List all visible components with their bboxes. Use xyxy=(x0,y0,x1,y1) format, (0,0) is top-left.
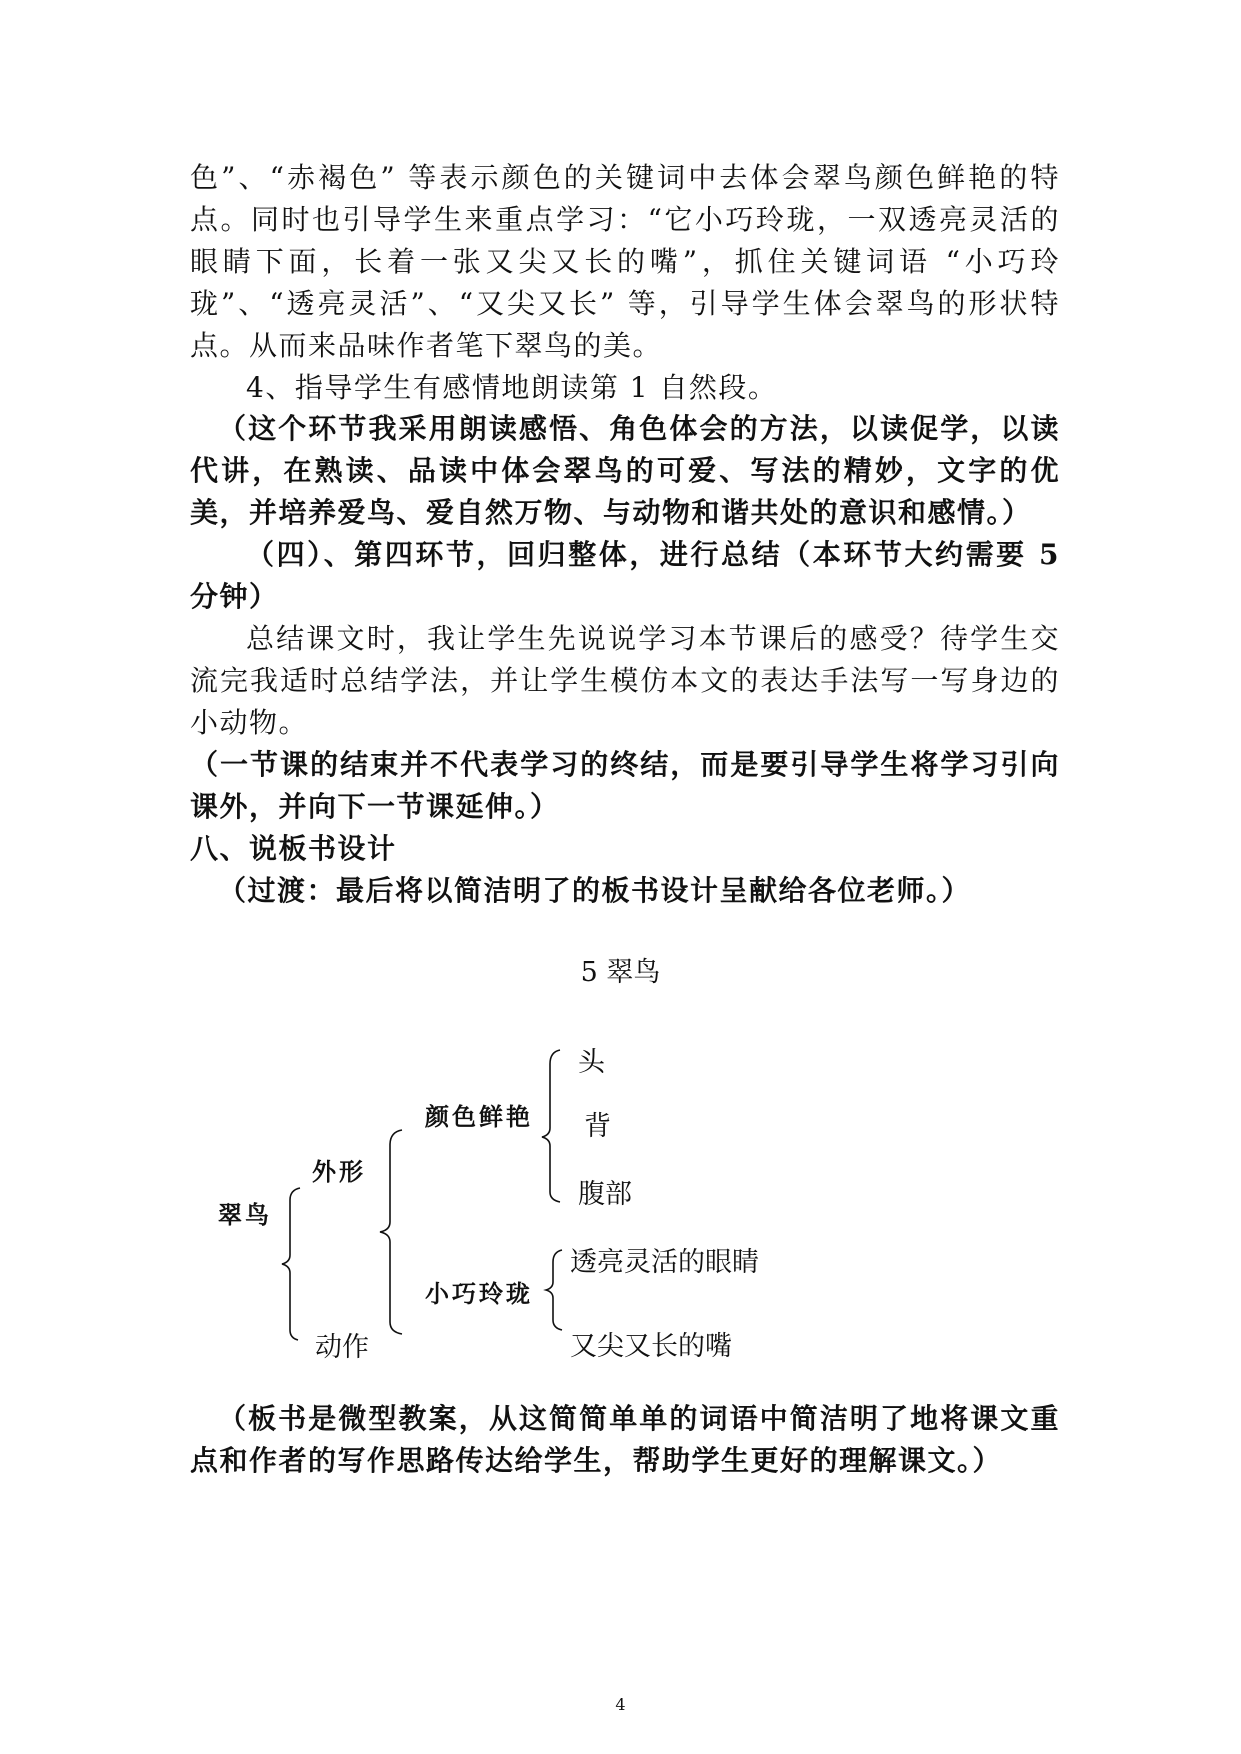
board-leaf-head: 头 xyxy=(578,1047,605,1078)
board-leaf-belly: 腹部 xyxy=(578,1179,632,1210)
paragraph-color-shape: 色”、“赤褐色” 等表示颜色的关键词中去体会翠鸟颜色鲜艳的特点。同时也引导学生来重点学习：“它小巧玲珑，一双透亮灵活的眼睛下面，长着一张又尖又长的嘴”，抓住关键词语 “小巧玲珑”、“透亮灵活”、“又尖又长” 等，引导学生体会翠鸟的形状特点。从而来品味作者笔下翠鸟的美。 xyxy=(190,161,1060,362)
brace-shape xyxy=(546,1250,562,1330)
board-leaf-beak: 又尖又长的嘴 xyxy=(570,1331,732,1362)
brace-color xyxy=(542,1050,560,1202)
paragraph-reading-instruction: 4、指导学生有感情地朗读第 1 自然段。 xyxy=(246,371,778,404)
board-sub-color: 颜色鲜艳 xyxy=(425,1102,533,1131)
paragraph-transition-note: （过渡：最后将以简洁明了的板书设计呈献给各位老师。） xyxy=(218,874,972,907)
board-title: 5 翠鸟 xyxy=(580,957,661,988)
heading-board-design: 八、说板书设计 xyxy=(190,832,397,865)
board-branch-appearance: 外形 xyxy=(312,1157,366,1186)
board-root-label: 翠鸟 xyxy=(218,1200,272,1229)
board-sub-shape: 小巧玲珑 xyxy=(425,1279,533,1308)
board-leaf-back: 背 xyxy=(584,1111,611,1142)
page-number: 4 xyxy=(615,1695,626,1714)
paragraph-lesson-end-note: （一节课的结束并不代表学习的终结，而是要引导学生将学习引向课外，并向下一节课延伸。） xyxy=(190,748,1060,823)
paragraph-summary: 总结课文时，我让学生先说说学习本节课后的感受？待学生交流完我适时总结学法，并让学生模仿本文的表达手法写一写身边的小动物。 xyxy=(190,622,1060,739)
paragraph-board-note: （板书是微型教案，从这简简单单的词语中简洁明了地将课文重点和作者的写作思路传达给学生，帮助学生更好的理解课文。） xyxy=(190,1402,1060,1477)
brace-root xyxy=(282,1188,300,1340)
paragraph-method-note: （这个环节我采用朗读感悟、角色体会的方法，以读促学，以读代讲，在熟读、品读中体会翠鸟的可爱、写法的精妙，文字的优美，并培养爱鸟、爱自然万物、与动物和谐共处的意识和感情。） xyxy=(190,412,1060,529)
brace-appearance xyxy=(380,1130,402,1334)
board-branch-action: 动作 xyxy=(315,1332,369,1363)
board-leaf-eyes: 透亮灵活的眼睛 xyxy=(570,1247,759,1278)
paragraph-section-four-heading: （四）、第四环节，回归整体，进行总结（本环节大约需要 5 分钟） xyxy=(190,538,1060,613)
